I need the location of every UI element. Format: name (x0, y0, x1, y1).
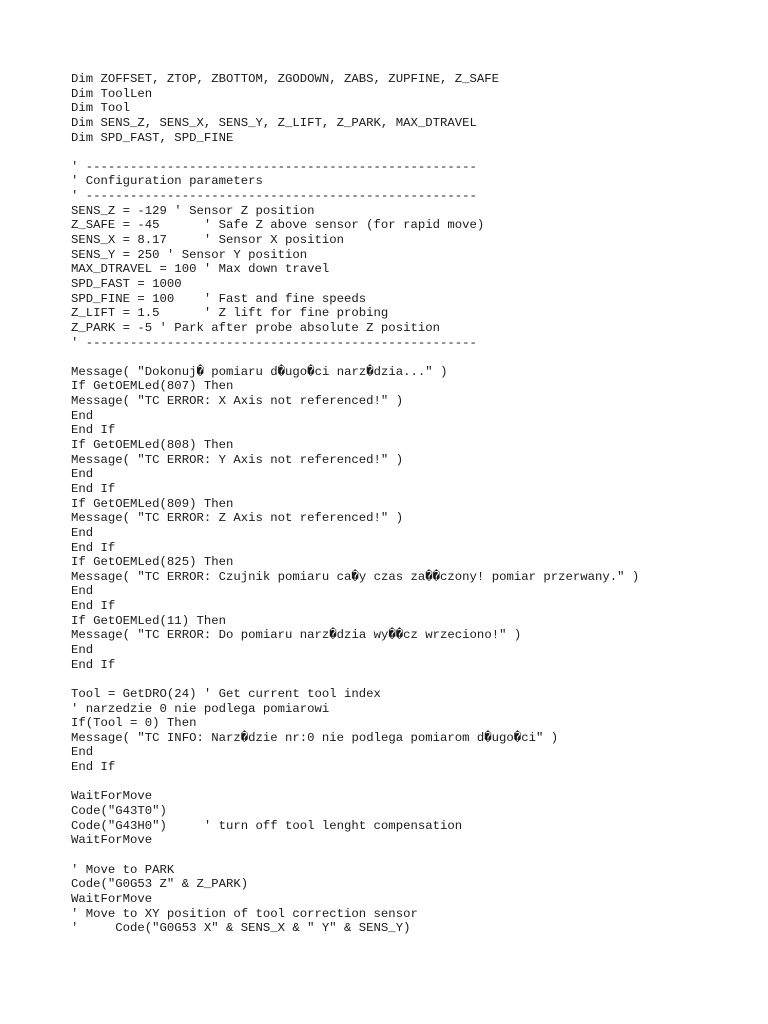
code-line: Dim SENS_Z, SENS_X, SENS_Y, Z_LIFT, Z_PARK, MAX_DTRAVEL (71, 115, 477, 130)
code-line: End If (71, 657, 116, 672)
code-line: Dim ZOFFSET, ZTOP, ZBOTTOM, ZGODOWN, ZABS, ZUPFINE, Z_SAFE (71, 72, 500, 86)
code-line: SPD_FINE = 100 ' Fast and fine speeds (71, 291, 367, 306)
code-line: ' Configuration parameters (71, 174, 263, 189)
code-line (71, 350, 639, 365)
code-line: Message( "TC ERROR: Z Axis not referenced!" ) (71, 511, 404, 526)
code-line: ' ----------------------------------------------------- (71, 335, 477, 350)
code-line: Message( "Dokonuj� pomiaru d�ugo�ci narz�dzia..." ) (71, 364, 448, 379)
code-line: Tool = GetDRO(24) ' Get current tool index (71, 686, 381, 701)
code-line: Dim ToolLen (71, 86, 153, 101)
code-line: Z_LIFT = 1.5 ' Z lift for fine probing (71, 306, 389, 321)
code-line: If GetOEMLed(807) Then (71, 379, 234, 394)
code-line (71, 848, 639, 863)
code-line: WaitForMove (71, 833, 153, 848)
code-line: WaitForMove (71, 789, 153, 804)
code-line: Message( "TC ERROR: Do pomiaru narz�dzia wy��cz wrzeciono!" ) (71, 628, 522, 643)
code-line: End If (71, 540, 116, 555)
code-line: SENS_Z = -129 ' Sensor Z position (71, 203, 315, 218)
code-line (71, 145, 639, 160)
code-line: Z_SAFE = -45 ' Safe Z above sensor (for rapid move) (71, 218, 485, 233)
code-line: SENS_X = 8.17 ' Sensor X position (71, 233, 345, 248)
code-line: End (71, 745, 94, 760)
code-line: End (71, 642, 94, 657)
code-line: ' ----------------------------------------------------- (71, 189, 477, 204)
code-line: If GetOEMLed(11) Then (71, 613, 226, 628)
code-line: Code("G43T0") (71, 804, 167, 819)
code-line: Dim SPD_FAST, SPD_FINE (71, 130, 234, 145)
code-line: SENS_Y = 250 ' Sensor Y position (71, 247, 308, 262)
code-line: If GetOEMLed(809) Then (71, 496, 234, 511)
code-line: Message( "TC ERROR: X Axis not referenced!" ) (71, 394, 404, 409)
code-line (71, 672, 639, 687)
code-line: WaitForMove (71, 891, 153, 906)
code-line: SPD_FAST = 1000 (71, 276, 182, 291)
code-line: ' Code("G0G53 X" & SENS_X & " Y" & SENS_Y) (71, 921, 411, 936)
code-line: End If (71, 423, 116, 438)
code-line: End (71, 525, 94, 540)
code-line: Z_PARK = -5 ' Park after probe absolute Z position (71, 320, 440, 335)
code-line: If GetOEMLed(825) Then (71, 555, 234, 570)
code-line (71, 775, 639, 790)
code-line: ' Move to PARK (71, 862, 175, 877)
code-line: MAX_DTRAVEL = 100 ' Max down travel (71, 262, 330, 277)
code-listing (71, 72, 639, 936)
code-line: Code("G0G53 Z" & Z_PARK) (71, 877, 249, 892)
code-line: ' ----------------------------------------------------- (71, 159, 477, 174)
code-line: End (71, 408, 94, 423)
code-line: End If (71, 599, 116, 614)
code-line: End (71, 584, 94, 599)
code-line: If(Tool = 0) Then (71, 716, 197, 731)
code-line: End If (71, 760, 116, 775)
code-line: Message( "TC INFO: Narz�dzie nr:0 nie podlega pomiarom d�ugo�ci" ) (71, 730, 559, 745)
code-line: Message( "TC ERROR: Y Axis not referenced!" ) (71, 452, 404, 467)
code-line: Message( "TC ERROR: Czujnik pomiaru ca�y czas za��czony! pomiar przerwany." ) (71, 569, 640, 584)
code-line: End (71, 467, 94, 482)
code-line: ' narzedzie 0 nie podlega pomiarowi (71, 701, 330, 716)
code-line: ' Move to XY position of tool correction sensor (71, 906, 418, 921)
code-line: Code("G43H0") ' turn off tool lenght compensation (71, 818, 463, 833)
code-line: Dim Tool (71, 101, 131, 116)
code-line: If GetOEMLed(808) Then (71, 438, 234, 453)
code-line: End If (71, 481, 116, 496)
